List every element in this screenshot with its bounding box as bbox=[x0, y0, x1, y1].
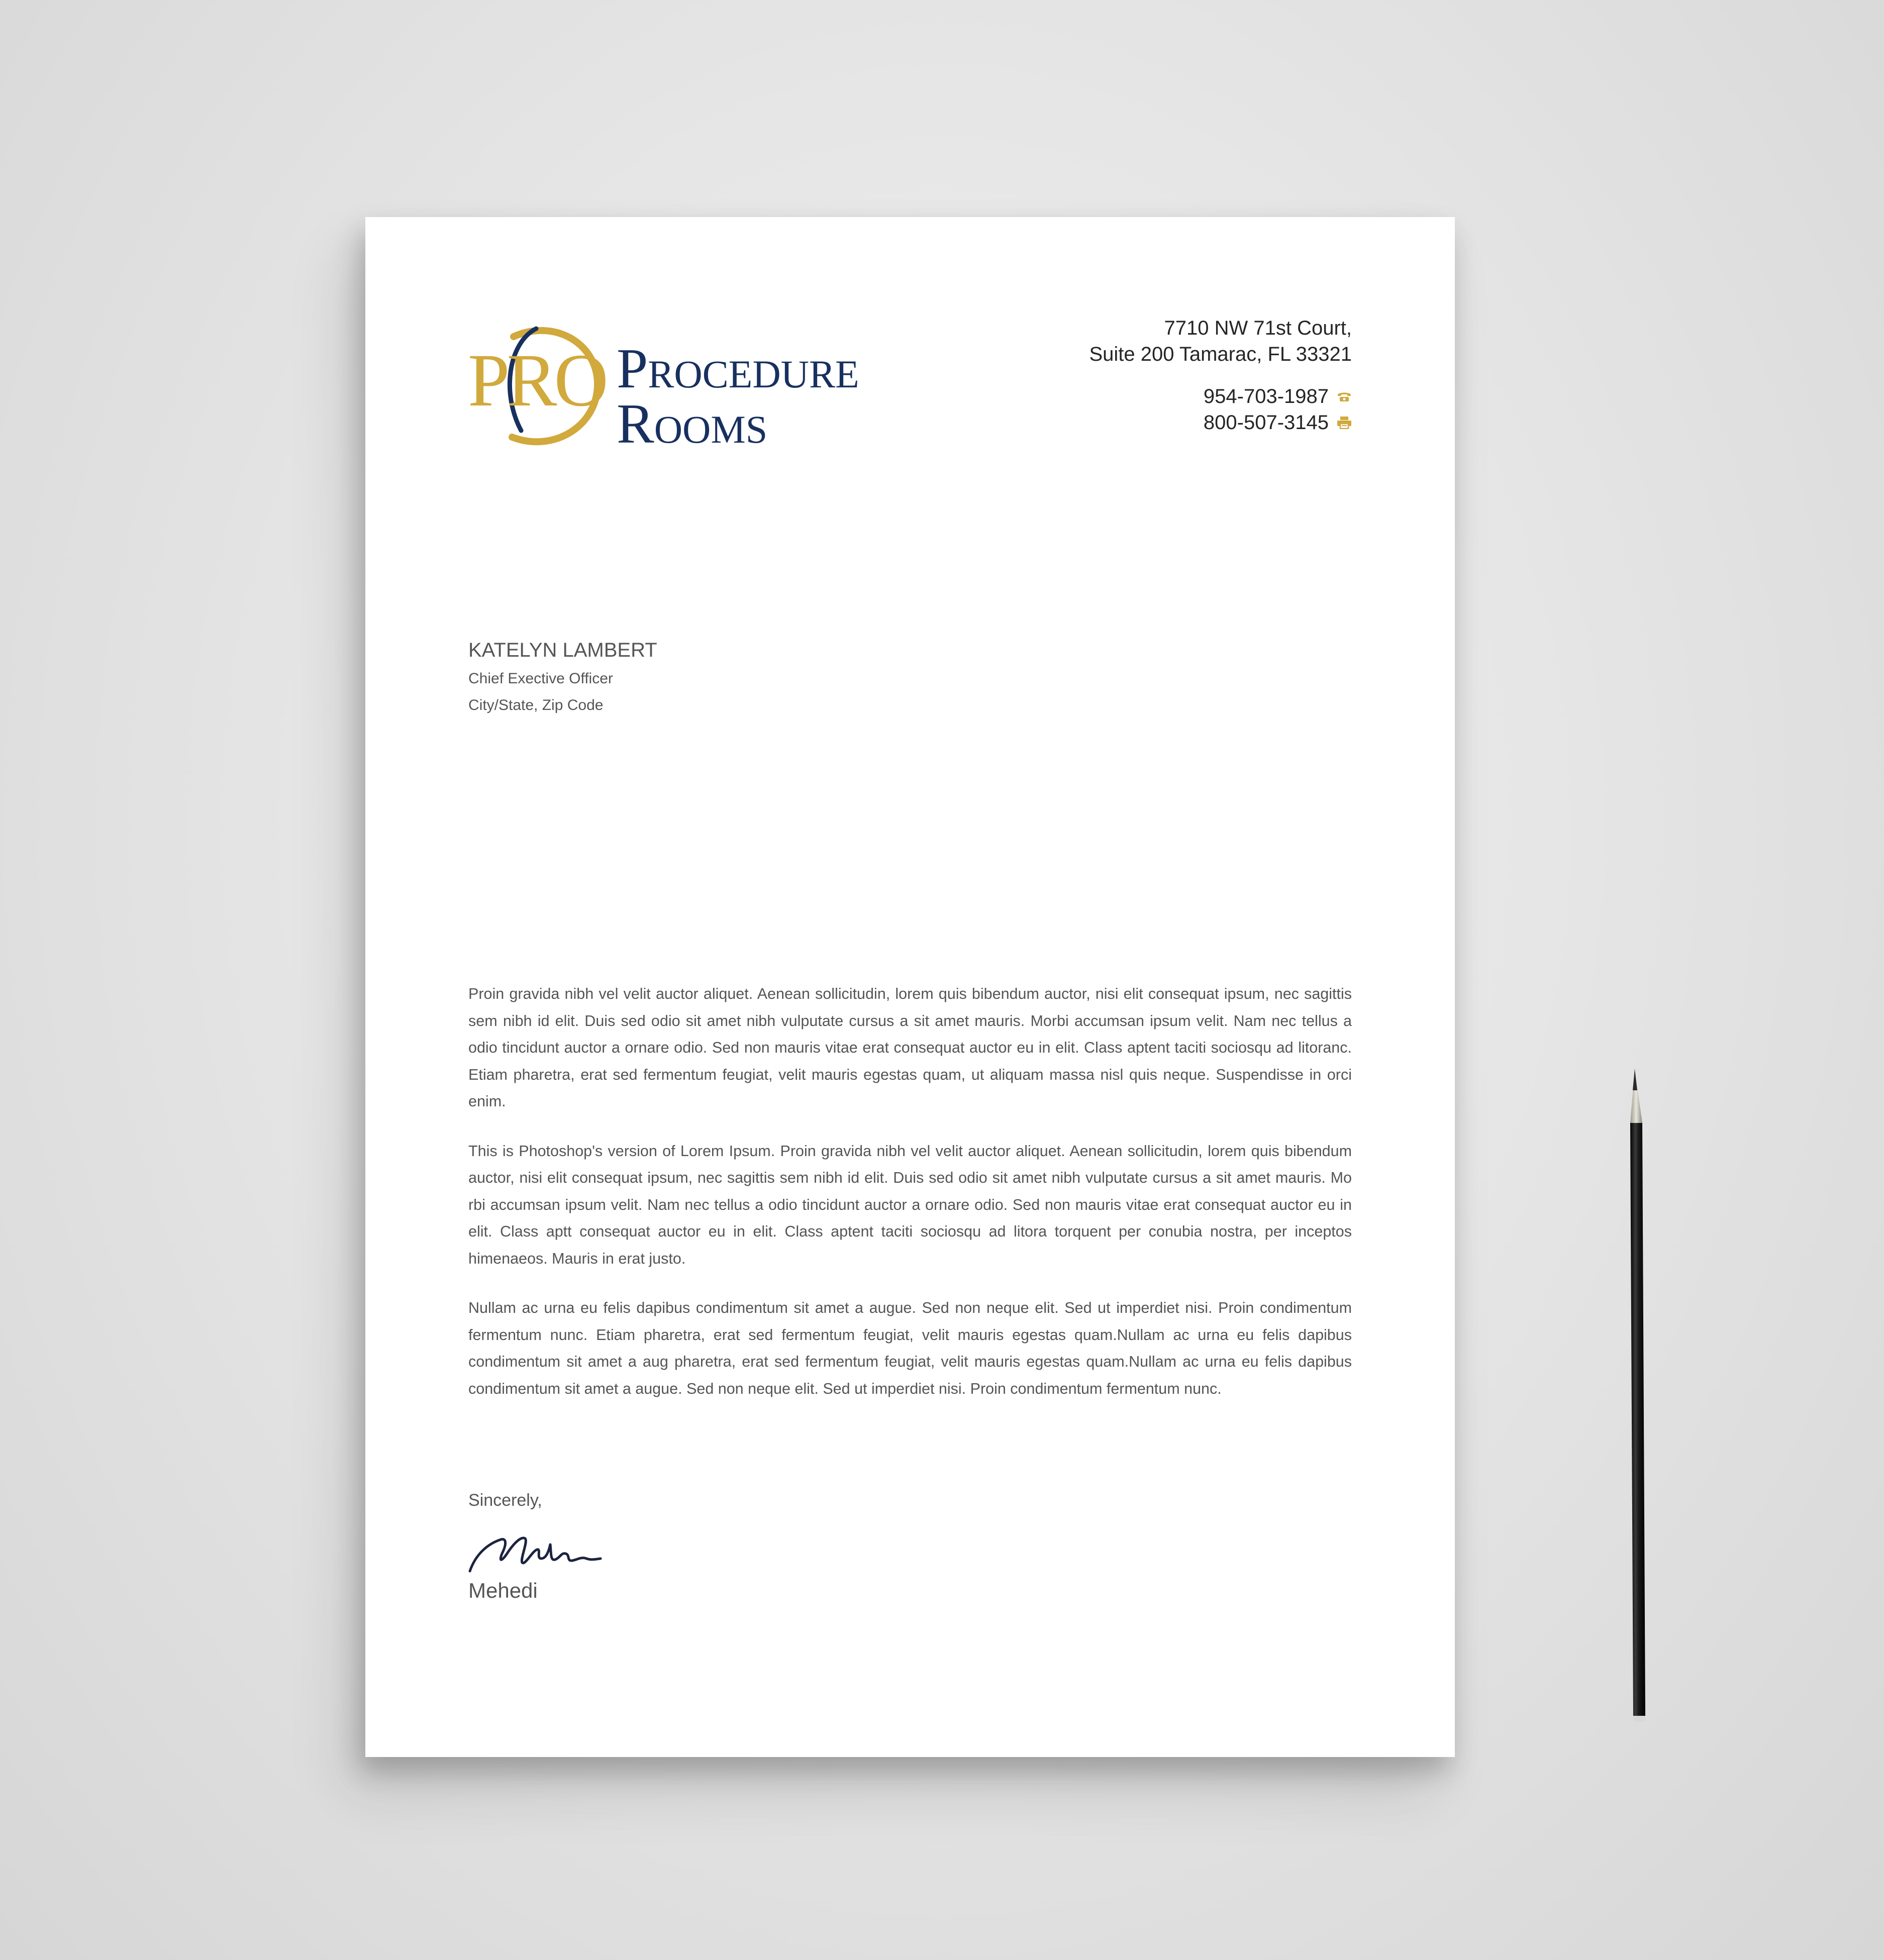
logo-mark-text: PRO bbox=[468, 339, 606, 422]
address-line2: Suite 200 Tamarac, FL 33321 bbox=[1089, 343, 1352, 365]
logo-name-line2: Rooms bbox=[617, 392, 768, 455]
signer-name: Mehedi bbox=[468, 1579, 538, 1602]
address-line1: 7710 NW 71st Court, bbox=[1164, 317, 1352, 339]
signature-graphic bbox=[466, 1523, 607, 1579]
letterhead-page bbox=[365, 217, 1455, 1757]
pencil-icon bbox=[1618, 1068, 1653, 1731]
contact-block bbox=[1089, 315, 1352, 436]
recipient-location: City/State, Zip Code bbox=[468, 697, 604, 713]
body-paragraph-2: This is Photoshop's version of Lorem Ipsum. Proin gravida nibh vel velit auctor aliquet. Aenean sollicitudin, lorem quis bibendum auctor, nisi elit consequat ipsum, nec sagittis sem nibh id elit. Duis sed odio sit amet nibh vulputate cursus a sit amet mauris. Mo rbi accumsan ipsum velit. Nam nec tellus a odio tincidunt auctor a ornare odio. Sed non mauris vitae erat consequat auctor eu in elit. Class aptt consequat auctor eu in elit. Class aptent taciti sociosqu ad litora torquent per conubia nostra, per inceptos himenaeos. Mauris in erat justo. bbox=[468, 1142, 1352, 1267]
fax-line bbox=[1089, 409, 1352, 436]
closing-salutation: Sincerely, bbox=[468, 1491, 542, 1510]
logo-company-name bbox=[617, 338, 859, 455]
phone-icon bbox=[1337, 390, 1352, 402]
recipient-block bbox=[468, 635, 657, 718]
fax-icon bbox=[1337, 416, 1352, 429]
recipient-name: KATELYN LAMBERT bbox=[468, 639, 657, 661]
phone-line bbox=[1089, 383, 1352, 409]
phone-number: 954-703-1987 bbox=[1203, 385, 1329, 407]
company-logo bbox=[466, 323, 918, 453]
recipient-title: Chief Exective Officer bbox=[468, 670, 613, 687]
logo-name-line1: Procedure bbox=[617, 338, 859, 400]
body-paragraph-3: Nullam ac urna eu felis dapibus condimentum sit amet a augue. Sed non neque elit. Sed ut imperdiet nisi. Proin condimentum fermentum nunc. Etiam pharetra, erat sed fermentum feugiat, velit mauris egestas quam.Nullam ac urna eu felis dapibus condimentum sit amet a aug pharetra, erat sed fermentum feugiat, velit mauris egestas quam.Nullam ac urna eu felis dapibus condimentum sit amet a augue. Sed non neque elit. Sed ut imperdiet nisi. Proin condimentum fermentum nunc. bbox=[468, 1299, 1352, 1397]
fax-number: 800-507-3145 bbox=[1203, 411, 1329, 434]
body-paragraph-1: Proin gravida nibh vel velit auctor aliquet. Aenean sollicitudin, lorem quis bibendum auctor, nisi elit consequat ipsum, nec sagittis sem nibh id elit. Duis sed odio sit amet nibh vulputate cursus a sit amet mauris. Morbi accumsan ipsum velit. Nam nec tellus a odio tincidunt auctor a ornare odio. Sed non mauris vitae erat consequat auctor eu in elit. Class aptent taciti sociosqu ad litoranc. Etiam pharetra, erat sed fermentum feugiat, velit mauris egestas quam, ut aliquam massa nisl quis neque. Suspendisse in orci enim. bbox=[468, 985, 1352, 1110]
letter-body bbox=[468, 981, 1352, 1425]
